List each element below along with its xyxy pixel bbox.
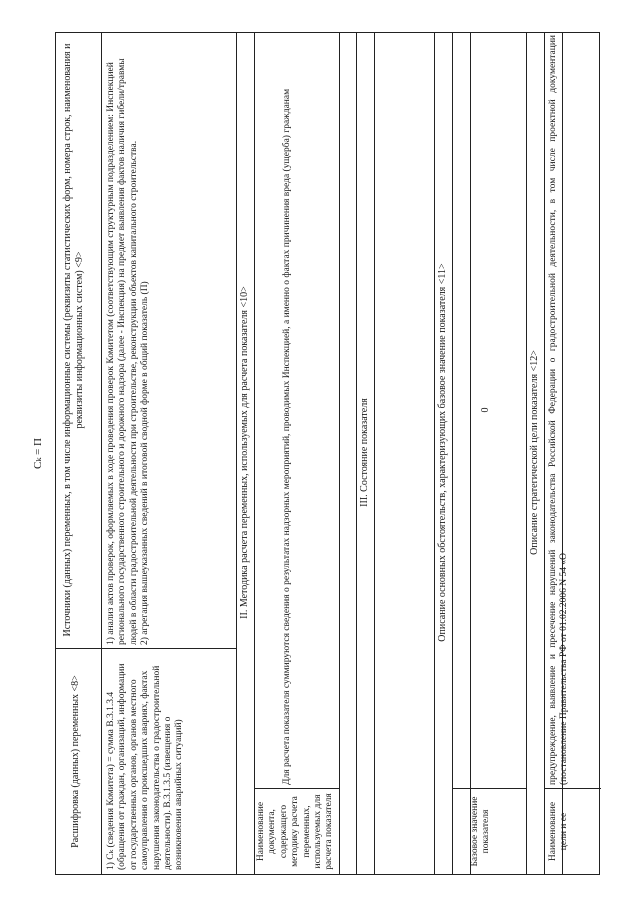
section-3-title: III. Состояние показателя bbox=[359, 398, 370, 507]
header-variable-sources: Источники (данных) переменных, в том числе информационные системы (реквизиты статистических форм, номера строк, наименования и реквизиты информационных систем) <9> bbox=[62, 43, 85, 637]
base-value-description-title: Описание основных обстоятельств, характеризующих базовое значение показателя <11> bbox=[437, 263, 448, 642]
section-2-title: II. Методика расчета переменных, используемых для расчета показателя <10> bbox=[239, 286, 250, 619]
variable-decoding-cell: 1) Cₖ (сведения Комитета) = сумма В.3.1.3.4 (обращения от граждан, организаций, информации от государственных органов, органов местного самоуправления о происшедших авариях, фактах нарушения законодательства о градостроительной деятельности). В.3.1.3.5 (извещения о возникновении аварийных ситуаций) bbox=[106, 663, 185, 870]
base-value-label: Базовое значение показателя bbox=[470, 796, 492, 867]
empty-row bbox=[339, 31, 356, 874]
header-variable-decoding: Расшифровка (данных) переменных <8> bbox=[70, 675, 81, 848]
base-value: 0 bbox=[480, 407, 491, 413]
variable-sources-cell: 1) анализ актов проверок, оформляемых в ходе проведения проверок Комитетом (соответствующим структурным подразделением: Инспекцией регионального государственного строительного и дорожного надзора (далее - Инспекция) на предмет выявления фактов наличия гибели/травмы людей в области градостроительной деятельности при строительстве, реконструкции объектов капитального строительства. 2) агрегация вышеуказанных сведений в итоговой сводной форме в общий показатель (П) bbox=[106, 58, 151, 645]
method-document-label: Наименование документа, содержащего методику расчета переменных, используемых для расчета показателя bbox=[256, 793, 335, 870]
goal-label: Наименование цели и ее bbox=[548, 801, 570, 862]
goal-value: предупреждение, выявление и пресечение нарушений законодательства Российской Федерации о градостроительной деятельности, в том числе проектной документации (постановление Правительства РФ от 01.02.2006 N 54 «О bbox=[548, 35, 570, 785]
method-document-value: Для расчета показателя суммируются сведения о результатах надзорных мероприятий, проводимых Инспекцией, а именно о фактах причинения вреда (ущерба) гражданам bbox=[282, 88, 292, 785]
indicator-table bbox=[55, 32, 600, 875]
strategic-goal-title: Описание стратегической цели показателя <12> bbox=[529, 350, 540, 555]
formula: Cₖ = П bbox=[32, 438, 44, 469]
